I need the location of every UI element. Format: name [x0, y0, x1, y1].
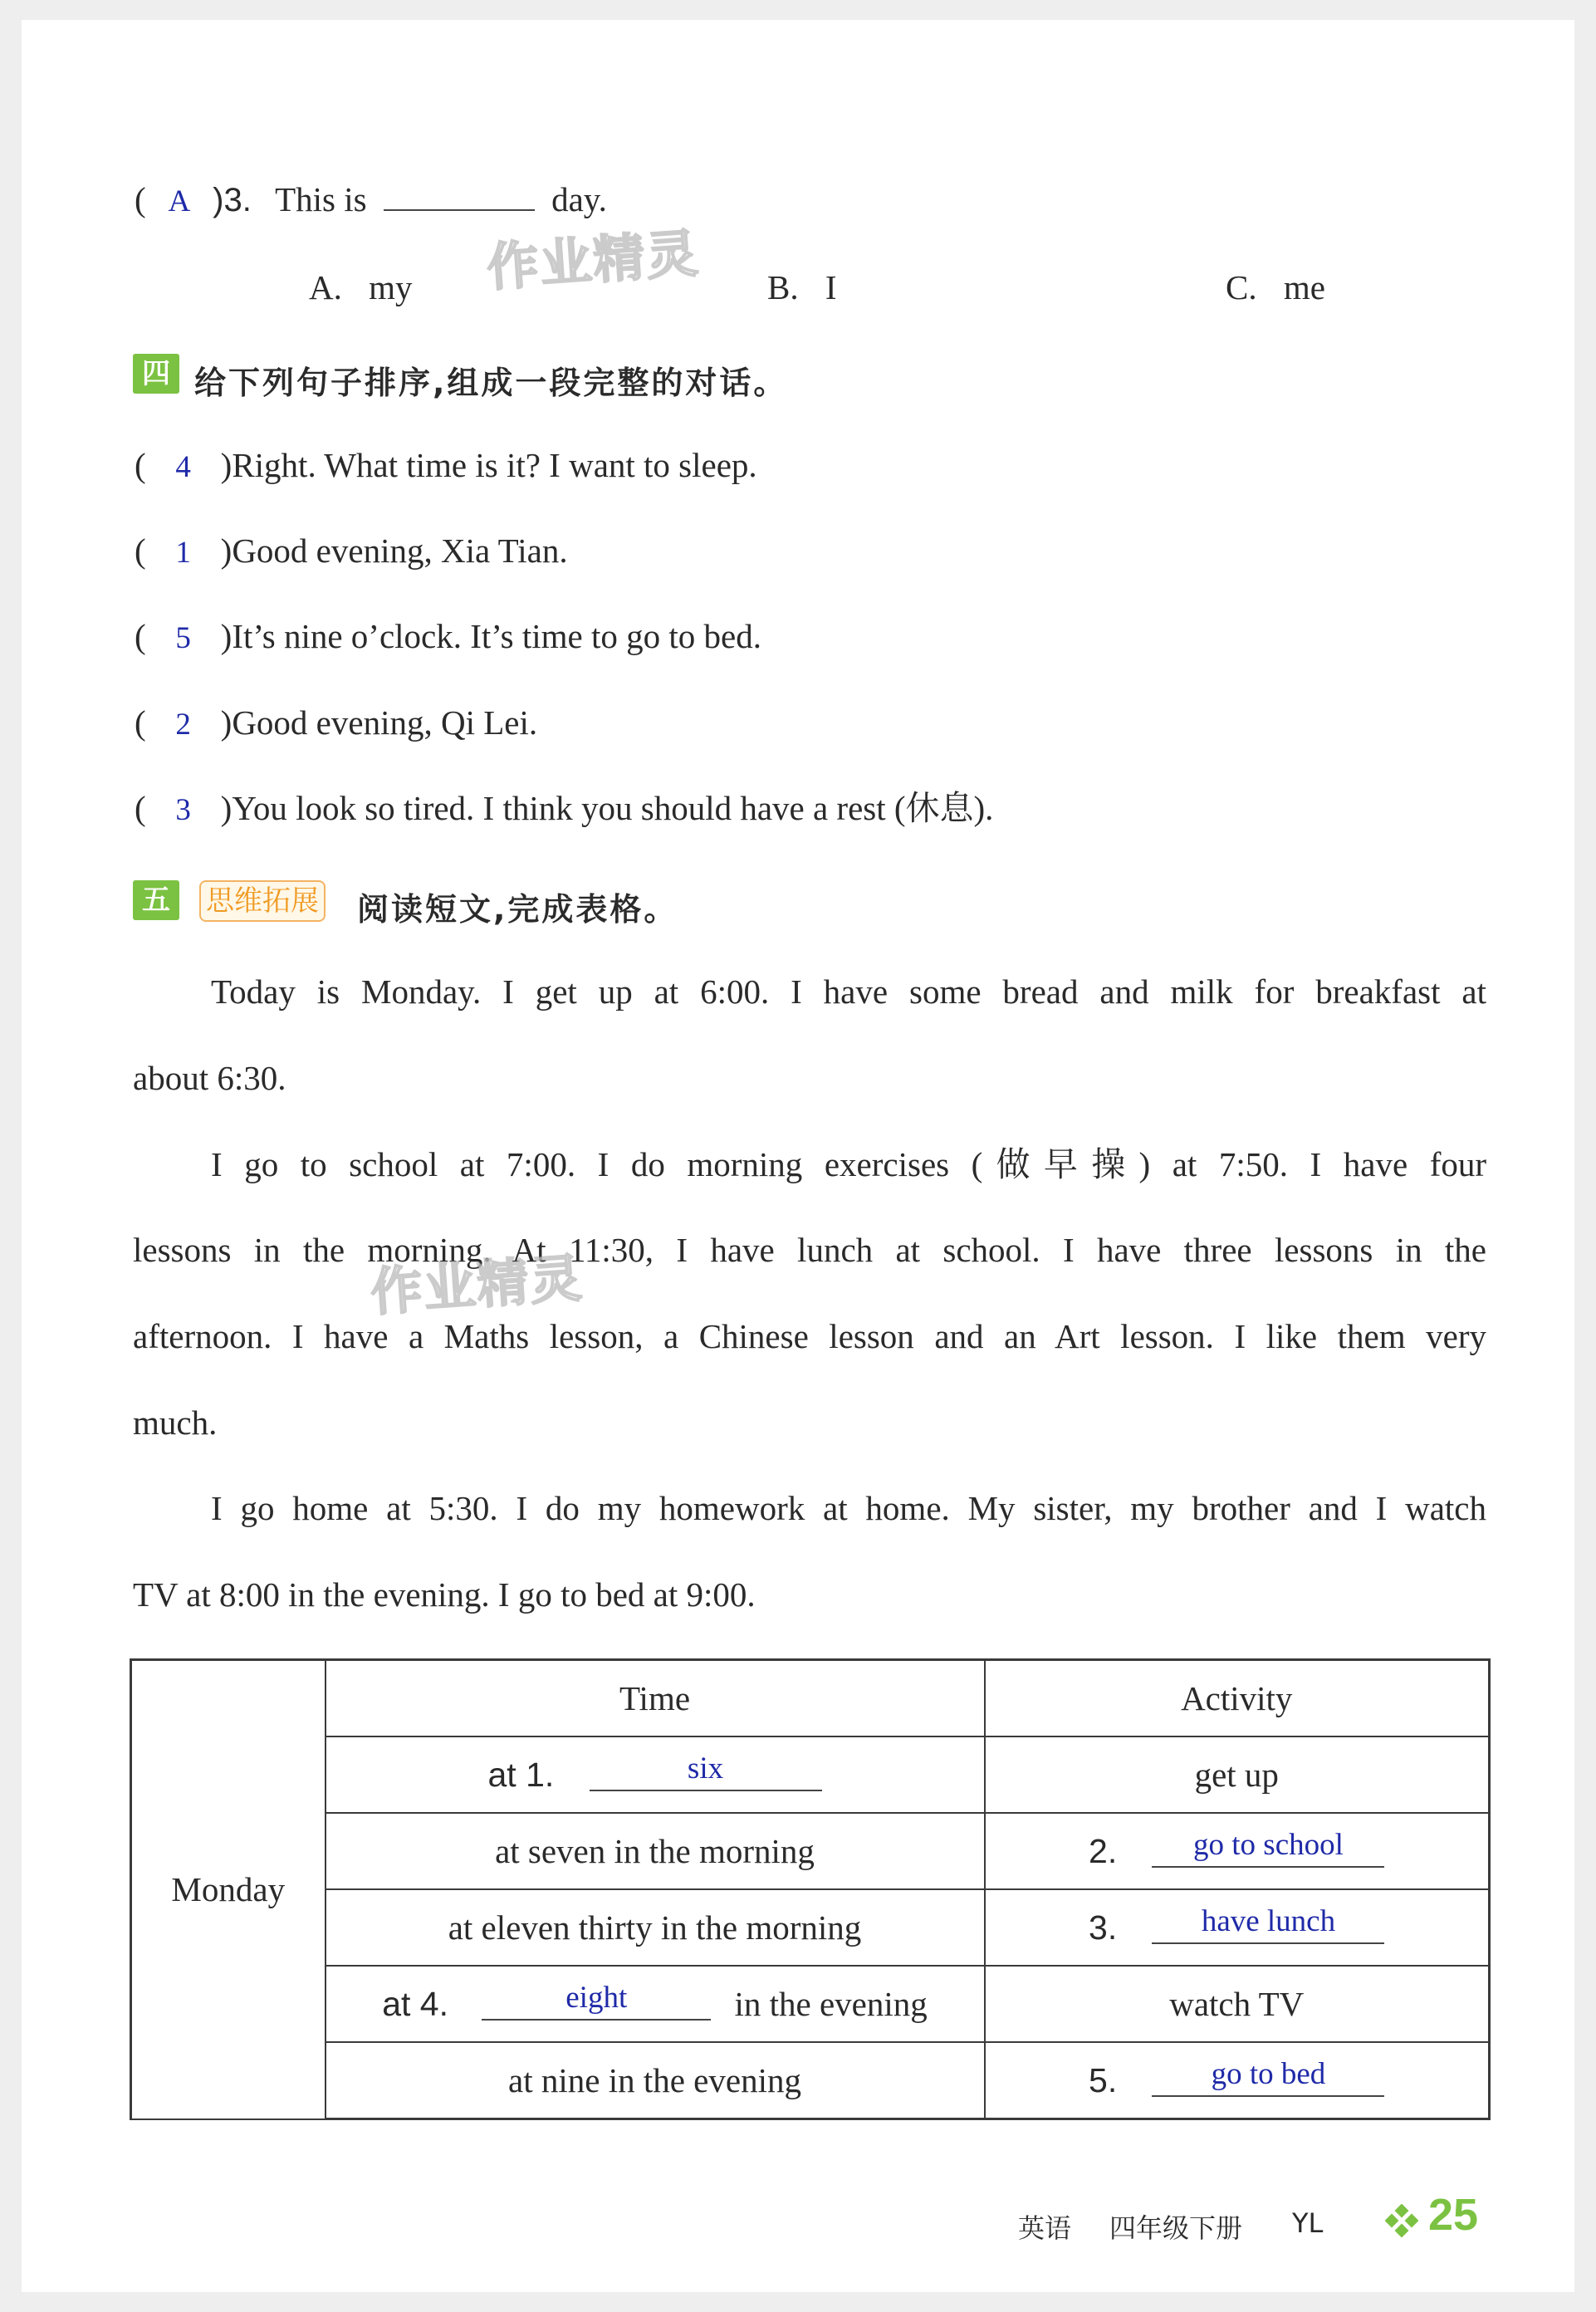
option-text: my — [369, 268, 413, 306]
answer-text: have lunch — [1201, 1904, 1336, 1938]
section-4-title: 给下列句子排序,组成一段完整的对话。 — [194, 365, 788, 401]
passage-line: lessons in the morning. At 11:30, I have lunch at school. I have three lessons in the — [133, 1231, 1486, 1269]
answer-q3: A — [168, 184, 191, 218]
answer-text: go to bed — [1211, 2057, 1326, 2091]
paren-open: ( — [135, 180, 146, 218]
activity-cell — [985, 1813, 1490, 1889]
option-letter: A. — [309, 268, 342, 306]
order-answer: 4 — [175, 450, 191, 484]
ordering-item-3 — [135, 617, 761, 655]
paren-open: ( — [135, 789, 146, 827]
option-b — [767, 268, 837, 306]
answer-text: six — [687, 1751, 724, 1785]
order-answer: 2 — [175, 708, 191, 742]
answer-blank — [482, 1981, 711, 2021]
table-row — [131, 2042, 1490, 2119]
dialogue-text: Good evening, Qi Lei. — [232, 703, 538, 742]
watermark-top: 作业精灵 — [485, 223, 702, 298]
watermark-middle: 作业精灵 — [369, 1247, 585, 1323]
column-header-activity: Activity — [985, 1660, 1490, 1737]
time-cell — [326, 1966, 985, 2042]
worksheet-page — [22, 20, 1574, 2292]
ordering-item-5 — [135, 791, 993, 825]
footer-subject: 英语 — [1018, 2212, 1072, 2244]
paren-close: ) — [220, 446, 233, 484]
option-letter: C. — [1226, 268, 1257, 306]
page-number: 25 — [1428, 2190, 1479, 2240]
option-a — [309, 268, 413, 306]
paren-open: ( — [135, 531, 146, 570]
passage-line: about 6:30. — [133, 1059, 286, 1097]
row-header-monday: Monday — [131, 1660, 326, 2119]
answer-blank — [590, 1751, 822, 1791]
time-prefix: at 1. — [487, 1756, 555, 1794]
question-number: )3. — [213, 182, 252, 218]
time-cell: at eleven thirty in the morning — [326, 1889, 985, 1966]
option-c — [1226, 268, 1325, 306]
section-5-badge: 五 — [133, 880, 179, 920]
option-text: I — [825, 268, 837, 306]
blank-number: 2. — [1089, 1832, 1118, 1870]
order-answer: 5 — [175, 621, 191, 655]
ordering-item-4 — [135, 703, 538, 742]
table-row — [131, 1736, 1490, 1813]
dialogue-text: It’s nine o’clock. It’s time to go to bed. — [232, 617, 761, 655]
table-row — [131, 1966, 1490, 2042]
order-answer: 1 — [175, 536, 191, 570]
table-row — [131, 1813, 1490, 1889]
question-stem-before: This is — [275, 180, 367, 218]
paren-open: ( — [135, 617, 146, 655]
answer-text: go to school — [1193, 1828, 1344, 1862]
ordering-item-1 — [135, 448, 757, 482]
blank-number: 5. — [1089, 2061, 1118, 2099]
passage-line: afternoon. I have a Maths lesson, a Chinese lesson and an Art lesson. I like them very — [133, 1317, 1486, 1355]
paren-open: ( — [135, 446, 146, 484]
activity-cell: get up — [985, 1736, 1490, 1813]
question-stem-after: day. — [551, 180, 607, 218]
dialogue-text: Good evening, Xia Tian. — [232, 531, 568, 570]
answer-text: eight — [565, 1981, 628, 2015]
section-5-title: 阅读短文,完成表格。 — [357, 891, 678, 928]
answer-blank — [1152, 1904, 1384, 1944]
paren-close: ) — [220, 789, 233, 827]
passage-line: TV at 8:00 in the evening. I go to bed at 9:00. — [133, 1575, 756, 1614]
activity-cell — [985, 1889, 1490, 1966]
passage-line: Today is Monday. I get up at 6:00. I have some bread and milk for breakfast at — [211, 972, 1486, 1011]
table-row — [131, 1660, 1490, 1737]
paren-close: ) — [220, 703, 233, 742]
schedule-table — [130, 1658, 1491, 2120]
time-suffix: in the evening — [734, 1985, 928, 2023]
footer-edition: YL — [1292, 2207, 1324, 2239]
order-answer: 3 — [175, 793, 191, 827]
answer-blank — [384, 179, 535, 211]
section-4-badge: 四 — [133, 354, 179, 394]
activity-cell: watch TV — [985, 1966, 1490, 2042]
paren-close: ) — [220, 531, 233, 570]
footer-grade: 四年级下册 — [1109, 2212, 1243, 2244]
dialogue-text: Right. What time is it? I want to sleep. — [232, 446, 757, 484]
activity-cell — [985, 2042, 1490, 2119]
passage-line: much. — [133, 1403, 218, 1442]
table-row — [131, 1889, 1490, 1966]
dialogue-text: You look so tired. I think you should have a rest (休息). — [232, 789, 994, 827]
time-cell: at seven in the morning — [326, 1813, 985, 1889]
time-cell: at nine in the evening — [326, 2042, 985, 2119]
clover-icon — [1385, 2204, 1418, 2237]
passage-line: I go to school at 7:00. I do morning exercises (做早操) at 7:50. I have four — [211, 1145, 1486, 1183]
section-5-tag: 思维拓展 — [199, 880, 326, 922]
answer-blank — [1152, 1828, 1384, 1868]
time-prefix: at 4. — [382, 1985, 448, 2023]
question-3 — [135, 179, 607, 217]
ordering-item-2 — [135, 531, 568, 570]
time-cell — [326, 1736, 985, 1813]
option-letter: B. — [767, 268, 799, 306]
paren-close: ) — [220, 617, 233, 655]
passage-line: I go home at 5:30. I do my homework at home. My sister, my brother and I watch — [211, 1489, 1486, 1527]
blank-number: 3. — [1089, 1908, 1118, 1947]
paren-open: ( — [135, 703, 146, 742]
answer-blank — [1152, 2057, 1384, 2097]
column-header-time: Time — [326, 1660, 985, 1737]
option-text: me — [1283, 268, 1325, 306]
